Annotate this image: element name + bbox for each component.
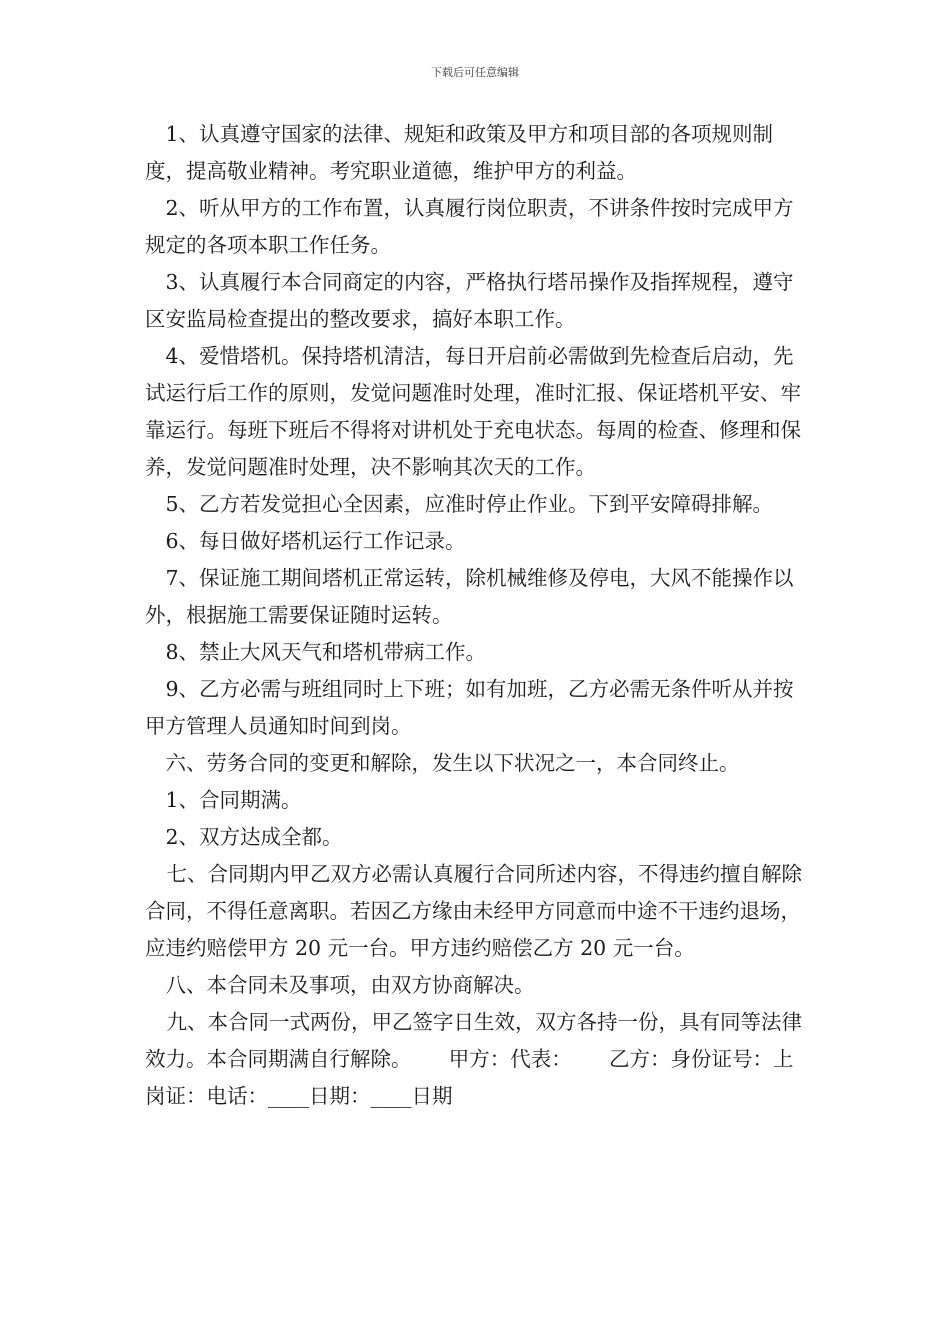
section-9-signatures: 九、本合同一式两份，甲乙签字日生效，双方各持一份，具有同等法律效力。本合同期满自行解除。 甲方：代表： 乙方：身份证号：上岗证：电话：____日期：____日期	[145, 1010, 803, 1108]
clause-9: 9、乙方必需与班组同时上下班；如有加班，乙方必需无条件听从并按甲方管理人员通知时间到岗。	[145, 677, 794, 738]
section-6-termination: 六、劳务合同的变更和解除，发生以下状况之一，本合同终止。	[165, 751, 740, 775]
document-body	[145, 116, 813, 1115]
clause-3: 3、认真履行本合同商定的内容，严格执行塔吊操作及指挥规程，遵守区安监局检查提出的整改要求，搞好本职工作。	[145, 270, 794, 331]
section-7-breach: 七、合同期内甲乙双方必需认真履行合同所述内容，不得违约擅自解除合同，不得任意离职。若因乙方缘由未经甲方同意而中途不干违约退场，应违约赔偿甲方 20 元一台。甲方违约赔偿乙方 20 元一台。	[145, 862, 803, 960]
page-header: 下载后可任意编辑	[431, 66, 519, 79]
clause-2: 2、听从甲方的工作布置，认真履行岗位职责，不讲条件按时完成甲方规定的各项本职工作任务。	[145, 196, 794, 257]
clause-8: 8、禁止大风天气和塔机带病工作。	[165, 640, 487, 664]
clause-4: 4、爱惜塔机。保持塔机清洁，每日开启前必需做到先检查后启动，先试运行后工作的原则，发觉问题准时处理，准时汇报、保证塔机平安、牢靠运行。每班下班后不得将对讲机处于充电状态。每周的检查、修理和保养，发觉问题准时处理，决不影响其次天的工作。	[145, 344, 801, 479]
clause-1: 1、认真遵守国家的法律、规矩和政策及甲方和项目部的各项规则制度，提高敬业精神。考究职业道德，维护甲方的利益。	[145, 122, 774, 183]
clause-6: 6、每日做好塔机运行工作记录。	[165, 529, 466, 553]
section-6-item-1: 1、合同期满。	[165, 788, 302, 812]
section-8-other-matters: 八、本合同未及事项，由双方协商解决。	[165, 973, 535, 997]
clause-5: 5、乙方若发觉担心全因素，应准时停止作业。下到平安障碍排解。	[165, 492, 774, 516]
clause-7: 7、保证施工期间塔机正常运转，除机械维修及停电，大风不能操作以外，根据施工需要保证随时运转。	[145, 566, 794, 627]
section-6-item-2: 2、双方达成全都。	[165, 825, 343, 849]
